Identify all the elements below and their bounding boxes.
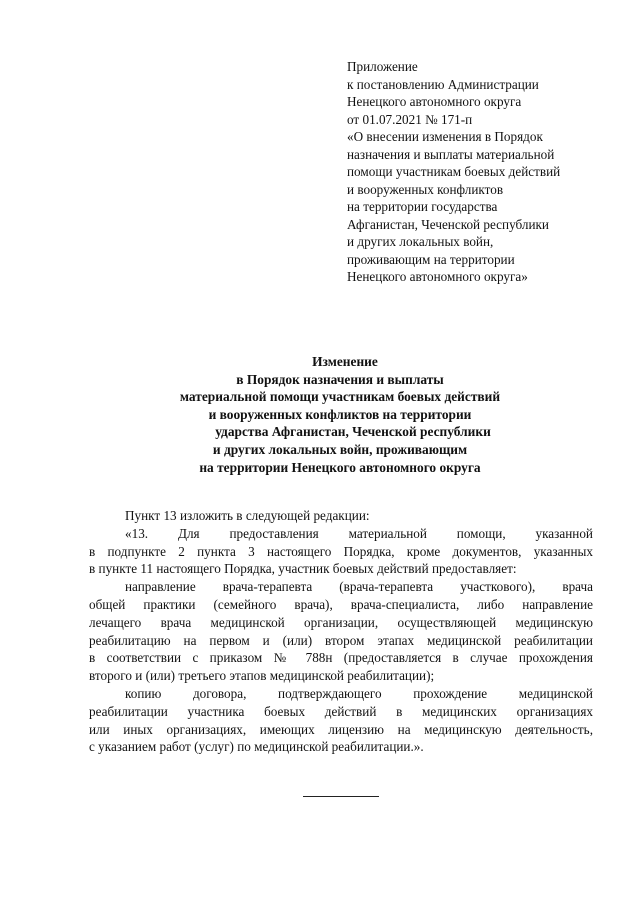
body-line: общей практики (семейного врача), врача-специалиста, либо направление: [89, 596, 593, 612]
body-line: «13. Для предоставления материальной помощи, указанной: [125, 525, 593, 541]
appendix-line: Афганистан, Чеченской республики: [347, 216, 549, 232]
body-line: в соответствии с приказом № 788н (предоставляется в случае прохождения: [89, 650, 593, 666]
body-line: Пункт 13 изложить в следующей редакции:: [125, 508, 370, 523]
body-line: или иных организациях, имеющих лицензию на медицинскую деятельность,: [89, 721, 593, 737]
body-line: в подпункте 2 пункта 3 настоящего Порядка, кроме документов, указанных: [89, 543, 593, 559]
title-line: в Порядок назначения и выплаты: [236, 371, 444, 387]
body-line: лечащего врача медицинской организации, осуществляющей медицинскую: [89, 614, 593, 630]
document-title: [130, 353, 550, 476]
title-line: на территории Ненецкого автономного округа: [199, 459, 481, 475]
body-line: в пункте 11 настоящего Порядка, участник боевых действий предоставляет:: [89, 561, 517, 577]
appendix-line: назначения и выплаты материальной: [347, 146, 555, 162]
body-line: копию договора, подтверждающего прохождение медицинской: [125, 685, 593, 701]
body-line: реабилитации участника боевых действий в медицинских организациях: [89, 703, 593, 719]
title-line: и других локальных войн, проживающим: [212, 441, 468, 457]
title-line: и вооруженных конфликтов на территории: [208, 406, 472, 422]
appendix-line: к постановлению Администрации: [347, 76, 539, 92]
appendix-line: помощи участникам боевых действий: [347, 164, 561, 179]
appendix-line: и других локальных войн,: [347, 234, 494, 249]
title-line: Изменение: [312, 354, 378, 369]
body-line: второго и (или) третьего этапов медицинской реабилитации);: [89, 668, 435, 684]
document-body: [89, 507, 593, 756]
appendix-line: на территории государства: [347, 199, 498, 214]
appendix-header: [347, 58, 617, 286]
appendix-line: от 01.07.2021 № 171-п: [347, 111, 473, 127]
body-line: направление врача-терапевта (врача-терапевта участкового), врача: [125, 579, 593, 595]
title-line: материальной помощи участникам боевых действий: [179, 389, 501, 405]
end-separator-line: [303, 796, 379, 797]
body-line: с указанием работ (услуг) по медицинской реабилитации.».: [89, 739, 424, 755]
appendix-line: Ненецкого автономного округа: [347, 94, 522, 109]
appendix-line: и вооруженных конфликтов: [347, 181, 504, 197]
appendix-line: «О внесении изменения в Порядок: [347, 129, 543, 144]
title-line: ударства Афганистан, Чеченской республики: [215, 424, 491, 440]
appendix-line: Ненецкого автономного округа»: [347, 269, 528, 284]
appendix-line: проживающим на территории: [347, 251, 515, 267]
appendix-line: Приложение: [347, 59, 418, 74]
body-line: реабилитацию на первом и (или) втором этапах медицинской реабилитации: [89, 632, 593, 648]
